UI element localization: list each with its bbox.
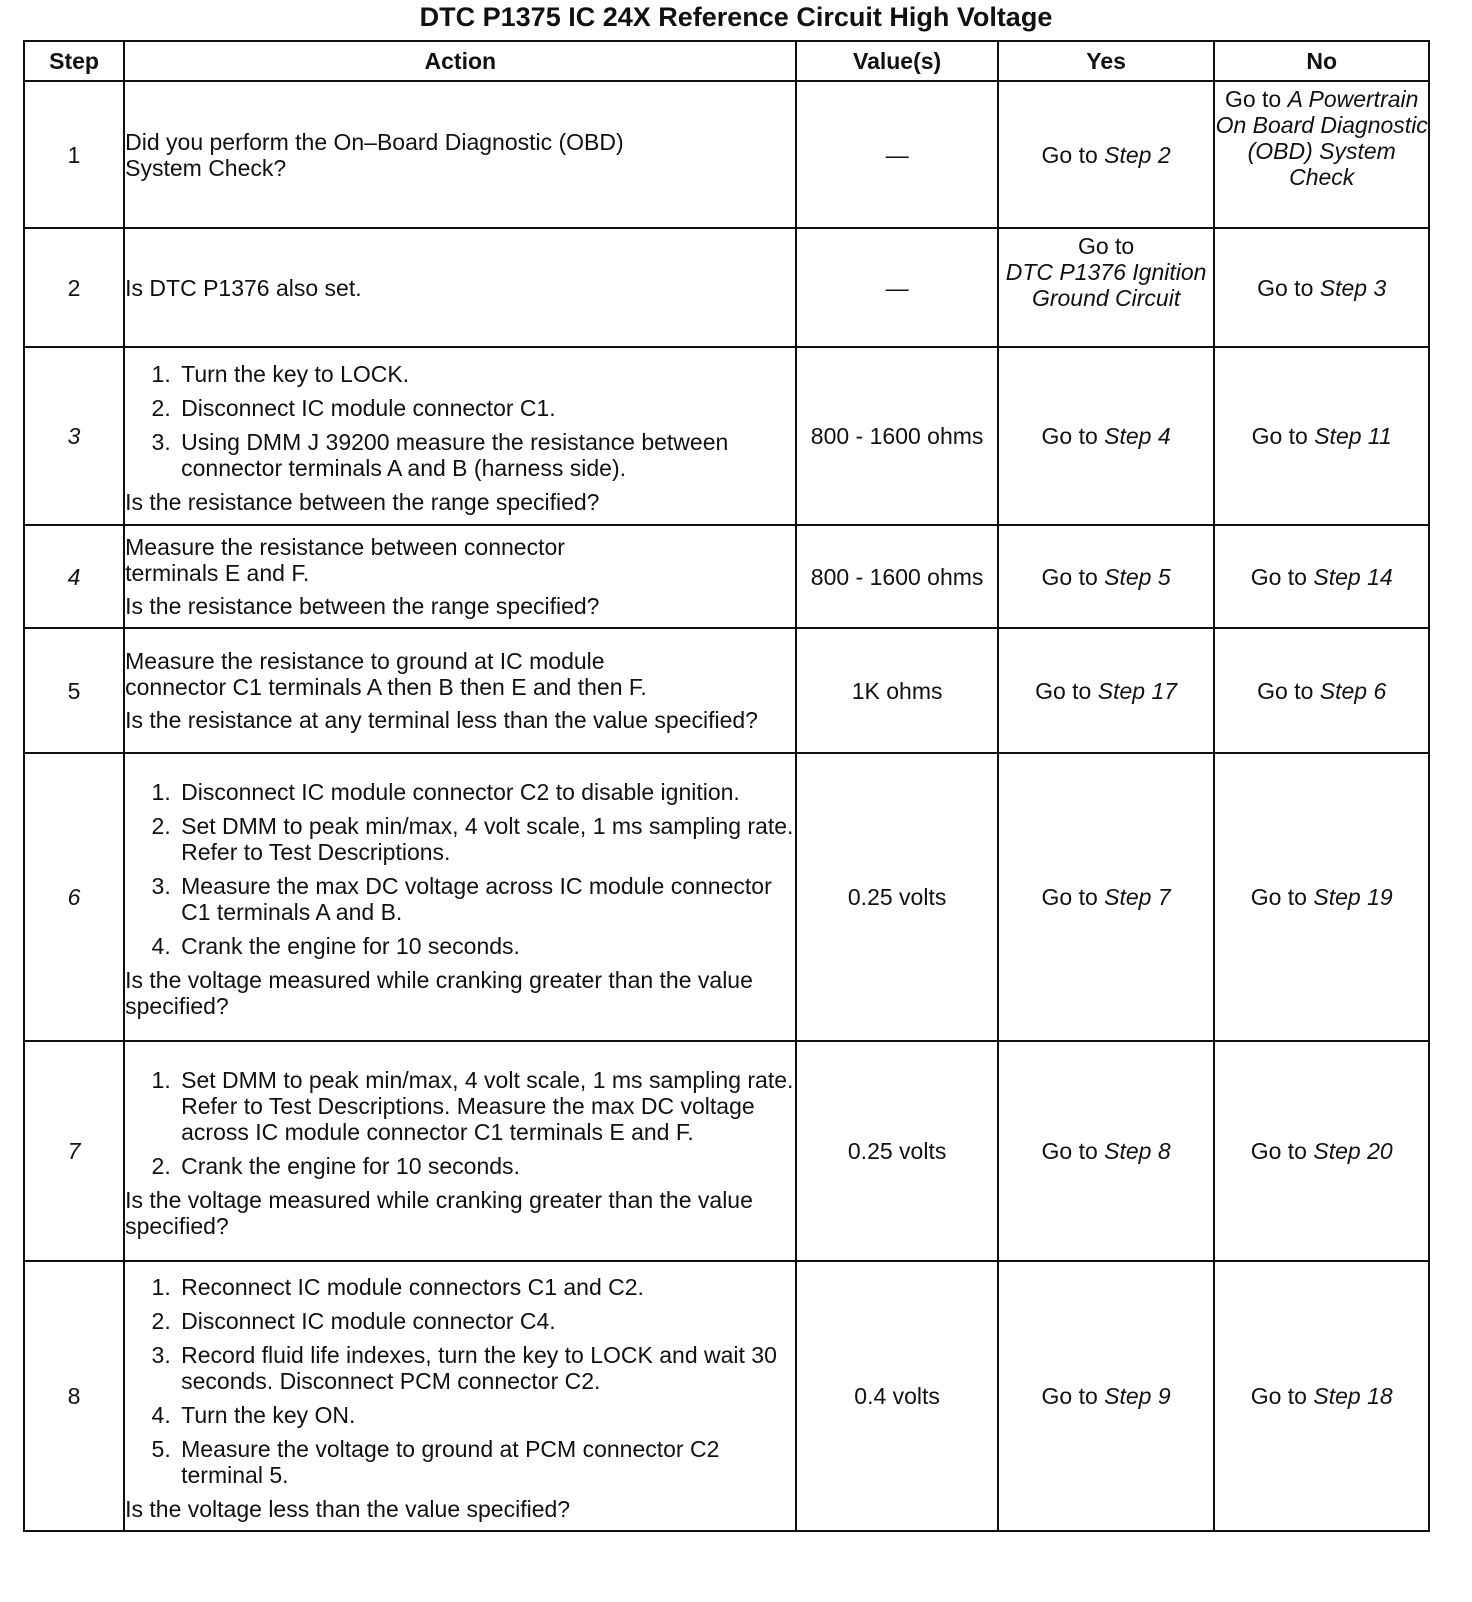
- step-number: 1: [24, 81, 124, 228]
- list-item: 2. Disconnect IC module connector C4.: [177, 1308, 795, 1334]
- no-cell: [1214, 228, 1429, 347]
- go-to-label: Go to: [1041, 1138, 1098, 1164]
- no-target-link[interactable]: Step 6: [1319, 677, 1387, 704]
- action-list: [125, 779, 795, 959]
- diagnostic-table: [23, 40, 1430, 1532]
- action-question: Is the resistance at any terminal less than the value specified?: [125, 707, 758, 733]
- yes-target-link[interactable]: Step 17: [1097, 677, 1178, 704]
- list-item: 3. Record fluid life indexes, turn the key to LOCK and wait 30 seconds. Disconnect PCM connector C2.: [177, 1342, 795, 1394]
- table-row: [24, 228, 1429, 347]
- value-cell: 800 - 1600 ohms: [796, 525, 997, 628]
- action-cell: [124, 81, 796, 228]
- go-to-label: Go to: [1041, 423, 1098, 449]
- value-cell: —: [796, 228, 997, 347]
- action-list: [125, 361, 795, 481]
- go-to-label: Go to: [1257, 274, 1314, 301]
- go-to-label: Go to: [1251, 423, 1308, 449]
- no-cell: [1214, 81, 1429, 228]
- step-number: 6: [24, 753, 124, 1041]
- go-to-label: Go to: [1041, 1383, 1098, 1409]
- go-to-label: Go to: [1035, 677, 1092, 704]
- list-item: 1. Reconnect IC module connectors C1 and C2.: [177, 1274, 795, 1300]
- go-to-label: Go to: [1041, 141, 1098, 168]
- list-item: 1. Disconnect IC module connector C2 to disable ignition.: [177, 779, 795, 805]
- action-line: Is DTC P1376 also set.: [125, 274, 362, 301]
- no-cell: [1214, 628, 1429, 753]
- header-row: [24, 41, 1429, 81]
- yes-target-link[interactable]: Step 2: [1104, 141, 1171, 168]
- step-number: 5: [24, 628, 124, 753]
- action-question: Is the voltage less than the value specified?: [125, 1496, 571, 1522]
- go-to-label: Go to: [1257, 677, 1314, 704]
- list-item: 3. Using DMM J 39200 measure the resistance between connector terminals A and B (harness side).: [177, 429, 795, 481]
- header-step: Step: [24, 41, 124, 81]
- table-row: [24, 1041, 1429, 1261]
- yes-cell: [998, 81, 1215, 228]
- no-target-link[interactable]: A Powertrain On Board Diagnostic (OBD) System Check: [1215, 86, 1428, 190]
- step-number: 8: [24, 1261, 124, 1531]
- go-to-label: Go to: [1250, 563, 1307, 590]
- no-cell: [1214, 753, 1429, 1041]
- action-line: connector C1 terminals A then B then E and then F.: [125, 674, 647, 700]
- yes-cell: [998, 1041, 1215, 1261]
- action-cell: [124, 753, 796, 1041]
- action-question: Is the voltage measured while cranking greater than the value specified?: [125, 1187, 753, 1239]
- action-cell: [124, 1261, 796, 1531]
- page-title: DTC P1375 IC 24X Reference Circuit High Voltage: [419, 2, 1053, 32]
- list-item: 4. Turn the key ON.: [177, 1402, 795, 1428]
- header-action: Action: [124, 41, 796, 81]
- action-line: terminals E and F.: [125, 560, 310, 586]
- yes-cell: [998, 628, 1215, 753]
- action-line: Measure the resistance to ground at IC module: [125, 648, 605, 674]
- table-row: [24, 628, 1429, 753]
- no-cell: [1214, 1261, 1429, 1531]
- action-question: Is the resistance between the range specified?: [125, 593, 600, 619]
- action-cell: [124, 525, 796, 628]
- no-cell: [1214, 1041, 1429, 1261]
- action-cell: [124, 628, 796, 753]
- header-values: Value(s): [796, 41, 997, 81]
- yes-cell: [998, 228, 1215, 347]
- list-item: 3. Measure the max DC voltage across IC module connector C1 terminals A and B.: [177, 873, 795, 925]
- action-question: Is the resistance between the range specified?: [125, 489, 600, 515]
- list-item: 1. Set DMM to peak min/max, 4 volt scale, 1 ms sampling rate. Refer to Test Descriptions. Measure the max DC voltage across IC module connector C1 terminals E and F.: [177, 1067, 795, 1145]
- yes-target-link[interactable]: Step 8: [1104, 1138, 1171, 1164]
- action-line: System Check?: [125, 154, 287, 181]
- yes-target-link[interactable]: Step 4: [1104, 423, 1171, 449]
- action-cell: [124, 228, 796, 347]
- yes-target-link[interactable]: Step 9: [1104, 1383, 1171, 1409]
- table-row: [24, 1261, 1429, 1531]
- no-cell: [1214, 525, 1429, 628]
- action-cell: [124, 1041, 796, 1261]
- list-item: 4. Crank the engine for 10 seconds.: [177, 933, 795, 959]
- value-cell: 0.4 volts: [796, 1261, 997, 1531]
- no-target-link[interactable]: Step 19: [1313, 884, 1393, 910]
- value-cell: —: [796, 81, 997, 228]
- yes-cell: [998, 525, 1215, 628]
- yes-target-link[interactable]: Step 7: [1104, 884, 1171, 910]
- no-target-link[interactable]: Step 18: [1313, 1383, 1393, 1409]
- table-row: [24, 81, 1429, 228]
- action-list: [125, 1067, 795, 1179]
- list-item: 2. Crank the engine for 10 seconds.: [177, 1153, 795, 1179]
- go-to-label: Go to: [1041, 563, 1098, 590]
- yes-cell: [998, 347, 1215, 525]
- step-number: 7: [24, 1041, 124, 1261]
- value-cell: 1K ohms: [796, 628, 997, 753]
- no-target-link[interactable]: Step 3: [1319, 274, 1387, 301]
- yes-cell: [998, 1261, 1215, 1531]
- header-yes: Yes: [998, 41, 1215, 81]
- go-to-label: Go to: [1224, 86, 1282, 112]
- header-no: No: [1214, 41, 1429, 81]
- step-number: 4: [24, 525, 124, 628]
- table-row: [24, 347, 1429, 525]
- value-cell: 0.25 volts: [796, 1041, 997, 1261]
- go-to-label: Go to: [1250, 1383, 1307, 1409]
- list-item: 1. Turn the key to LOCK.: [177, 361, 795, 387]
- go-to-label: Go to: [1041, 884, 1098, 910]
- no-cell: [1214, 347, 1429, 525]
- no-target-link[interactable]: Step 20: [1313, 1138, 1393, 1164]
- action-question: Is the voltage measured while cranking greater than the value specified?: [125, 967, 753, 1019]
- action-line: Did you perform the On–Board Diagnostic (OBD): [125, 128, 624, 155]
- list-item: 2. Disconnect IC module connector C1.: [177, 395, 795, 421]
- step-number: 2: [24, 228, 124, 347]
- no-target-link[interactable]: Step 11: [1314, 423, 1392, 449]
- yes-target-link[interactable]: Step 5: [1104, 563, 1171, 590]
- action-list: [125, 1274, 795, 1488]
- value-cell: 800 - 1600 ohms: [796, 347, 997, 525]
- action-cell: [124, 347, 796, 525]
- table-row: [24, 753, 1429, 1041]
- list-item: 2. Set DMM to peak min/max, 4 volt scale, 1 ms sampling rate. Refer to Test Descriptions.: [177, 813, 795, 865]
- action-line: Measure the resistance between connector: [125, 534, 565, 560]
- step-number: 3: [24, 347, 124, 525]
- go-to-label: Go to: [1250, 1138, 1307, 1164]
- table-row: [24, 525, 1429, 628]
- value-cell: 0.25 volts: [796, 753, 997, 1041]
- no-target-link[interactable]: Step 14: [1313, 563, 1393, 590]
- yes-target-link[interactable]: DTC P1376 Ignition Ground Circuit: [1005, 259, 1207, 311]
- go-to-label: Go to: [1250, 884, 1307, 910]
- yes-cell: [998, 753, 1215, 1041]
- list-item: 5. Measure the voltage to ground at PCM connector C2 terminal 5.: [177, 1436, 795, 1488]
- go-to-label: Go to: [1077, 233, 1135, 259]
